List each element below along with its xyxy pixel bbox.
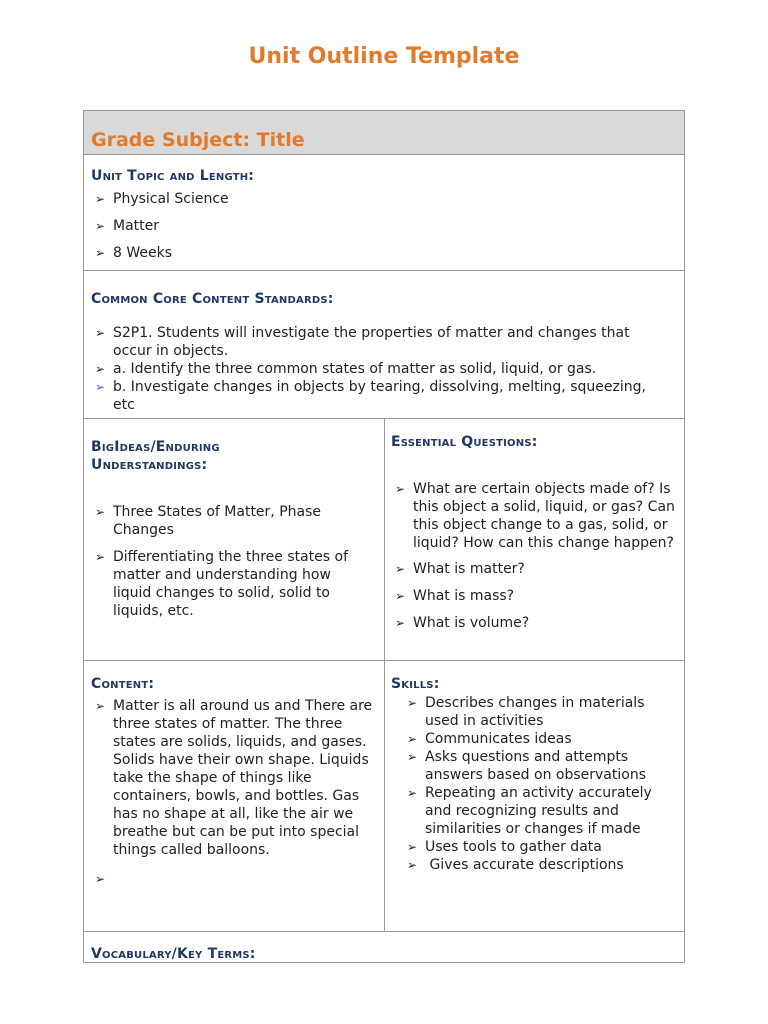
list-item <box>91 870 373 888</box>
arrow-bullet-icon: ➢ <box>95 192 106 206</box>
list-item: ➢ Communicates ideas <box>407 731 572 747</box>
arrow-bullet-icon: ➢ <box>407 750 418 764</box>
arrow-bullet-icon: ➢ <box>407 840 418 854</box>
essential-questions-heading: Essential Questions: <box>391 434 538 450</box>
skills-section <box>391 675 681 874</box>
list-item: ➢ Repeating an activity accurately and recognizing results and similarities or changes if made <box>407 785 652 837</box>
list-item: ➢ Differentiating the three states of matter and understanding how liquid changes to solid, solid to liquids, etc. <box>95 549 349 619</box>
arrow-bullet-icon: ➢ <box>395 616 406 630</box>
list-item: ➢ a. Identify the three common states of matter as solid, liquid, or gas. <box>95 361 597 377</box>
list-item: ➢ What is matter? <box>395 561 525 577</box>
essential-questions-list <box>391 480 679 632</box>
big-ideas-section <box>91 438 373 620</box>
list-item: ➢ Matter is all around us and There are three states of matter. The three states are solids, liquids, and gases. Solids have their own shape. Liquids take the shape of things like containers, bowls, and bottles. Gas has no shape at all, like the air we breathe but can be put into special things called balloons. <box>95 698 373 858</box>
standards-heading: Common Core Content Standards: <box>91 291 334 307</box>
list-item: ➢ Asks questions and attempts answers based on observations <box>407 749 646 783</box>
unit-topic-heading: Unit Topic and Length: <box>91 168 255 184</box>
arrow-bullet-icon: ➢ <box>95 380 106 394</box>
list-item: ➢ 8 Weeks <box>95 245 173 261</box>
column-divider <box>384 418 385 931</box>
list-item: ➢ Uses tools to gather data <box>407 839 602 855</box>
content-heading: Content: <box>91 676 155 692</box>
list-item: ➢ b. Investigate changes in objects by tearing, dissolving, melting, squeezing, etc <box>95 379 646 413</box>
list-item: ➢ Three States of Matter, Phase Changes <box>95 504 322 538</box>
grade-subject-band <box>84 111 684 154</box>
content-section <box>91 675 373 888</box>
list-item: ➢ What is volume? <box>395 615 530 631</box>
arrow-bullet-icon: ➢ <box>395 562 406 576</box>
arrow-bullet-icon: ➢ <box>95 246 106 260</box>
arrow-bullet-icon: ➢ <box>407 786 418 800</box>
essential-questions-section <box>391 433 679 632</box>
arrow-bullet-icon: ➢ <box>407 858 418 872</box>
standards-list <box>91 324 671 414</box>
row-divider <box>84 154 684 155</box>
list-item: ➢ S2P1. Students will investigate the properties of matter and changes that occur in objects. <box>95 325 630 359</box>
unit-topic-list <box>91 190 676 262</box>
list-item: ➢ Gives accurate descriptions <box>407 857 624 873</box>
big-ideas-heading: BigIdeas/Enduring Understandings: <box>91 439 220 473</box>
arrow-bullet-icon: ➢ <box>395 589 406 603</box>
list-item: ➢ Describes changes in materials used in activities <box>407 695 645 729</box>
vocabulary-heading: Vocabulary/Key Terms: <box>91 946 256 962</box>
standards-section <box>91 290 671 414</box>
list-item: ➢ What are certain objects made of? Is this object a solid, liquid, or gas? Can this object change to a gas, solid, or liquid? How can this change happen? <box>395 481 675 551</box>
unit-topic-section <box>91 167 676 271</box>
arrow-bullet-icon: ➢ <box>395 482 406 496</box>
big-ideas-list <box>91 503 373 620</box>
arrow-bullet-icon: ➢ <box>407 696 418 710</box>
arrow-bullet-icon: ➢ <box>95 872 106 886</box>
arrow-bullet-icon: ➢ <box>95 326 106 340</box>
arrow-bullet-icon: ➢ <box>95 362 106 376</box>
list-item: ➢ What is mass? <box>395 588 515 604</box>
arrow-bullet-icon: ➢ <box>407 732 418 746</box>
arrow-bullet-icon: ➢ <box>95 505 106 519</box>
document-title: Unit Outline Template <box>248 44 520 69</box>
arrow-bullet-icon: ➢ <box>95 699 106 713</box>
unit-outline-table <box>83 110 685 963</box>
list-item: ➢ Matter <box>95 218 160 234</box>
list-item: ➢ Physical Science <box>95 191 229 207</box>
arrow-bullet-icon: ➢ <box>95 550 106 564</box>
grade-subject-title: Grade Subject: Title <box>91 129 305 151</box>
vocabulary-section <box>91 945 676 963</box>
arrow-bullet-icon: ➢ <box>95 219 106 233</box>
content-list <box>91 697 373 888</box>
row-divider <box>84 931 684 932</box>
skills-heading: Skills: <box>391 676 440 692</box>
skills-list <box>391 694 681 874</box>
